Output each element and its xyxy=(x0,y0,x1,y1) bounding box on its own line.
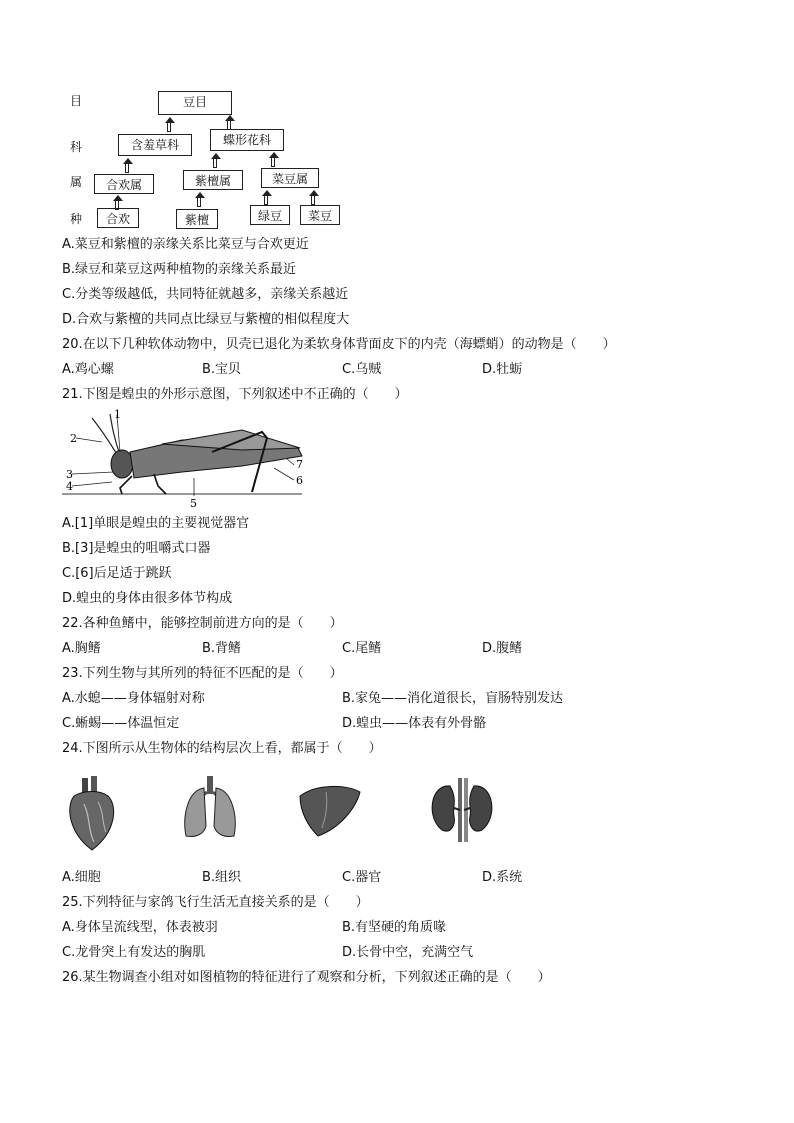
q25-option-d: D.长骨中空，充满空气 xyxy=(342,945,474,960)
q22-option-c: C.尾鳍 xyxy=(342,641,382,656)
species-box-pterocarpus: 紫檀 xyxy=(176,209,218,229)
q23-option-d: D.蝗虫——体表有外骨骼 xyxy=(342,716,487,731)
q23-option-c: C.蜥蜴——体温恒定 xyxy=(62,716,180,731)
q20-stem: 20.在以下几种软体动物中，贝壳已退化为柔软身体背面皮下的内壳（海螵蛸）的动物是（ ） xyxy=(62,337,616,352)
family-box-papilionaceae: 蝶形花科 xyxy=(210,129,284,151)
q19-option-b: B.绿豆和菜豆这两种植物的亲缘关系最近 xyxy=(62,262,297,277)
grasshopper-diagram xyxy=(62,408,312,512)
q22-option-b: B.背鳍 xyxy=(202,641,242,656)
label-3: 3 xyxy=(66,468,73,481)
q24-option-c: C.器官 xyxy=(342,870,382,885)
q19-option-d: D.合欢与紫檀的共同点比绿豆与紫檀的相似程度大 xyxy=(62,312,350,327)
genus-box-pterocarpus: 紫檀属 xyxy=(183,170,243,190)
q20-option-a: A.鸡心螺 xyxy=(62,362,114,377)
q21-option-d: D.蝗虫的身体由很多体节构成 xyxy=(62,591,233,606)
genus-box-phaseolus: 菜豆属 xyxy=(261,168,319,188)
label-4: 4 xyxy=(66,480,73,493)
q22-option-a: A.胸鳍 xyxy=(62,641,101,656)
arrow-up-icon xyxy=(263,190,271,205)
q20-option-c: C.乌贼 xyxy=(342,362,382,377)
arrow-up-icon xyxy=(226,115,234,130)
q25-option-b: B.有坚硬的角质喙 xyxy=(342,920,447,935)
arrow-up-icon xyxy=(270,152,278,167)
q22-option-d: D.腹鳍 xyxy=(482,641,523,656)
rank-genus-label: 属 xyxy=(70,175,83,189)
arrow-up-icon xyxy=(196,192,204,207)
middle-leg xyxy=(154,474,166,494)
label-6: 6 xyxy=(296,474,303,487)
q24-option-b: B.组织 xyxy=(202,870,242,885)
label-7: 7 xyxy=(296,458,303,471)
q19-option-a: A.菜豆和紫檀的亲缘关系比菜豆与合欢更近 xyxy=(62,237,309,252)
family-box-mimosaceae: 含羞草科 xyxy=(118,134,192,156)
arrow-up-icon xyxy=(124,158,132,173)
species-box-albizia: 合欢 xyxy=(97,208,139,228)
kidneys-icon xyxy=(424,778,500,842)
q24-option-a: A.细胞 xyxy=(62,870,101,885)
lungs-icon xyxy=(180,776,240,840)
q20-option-d: D.牡蛎 xyxy=(482,362,523,377)
q25-option-c: C.龙骨突上有发达的胸肌 xyxy=(62,945,206,960)
q25-stem: 25.下列特征与家鸽飞行生活无直接关系的是（ ） xyxy=(62,895,369,910)
q21-option-b: B.[3]是蝗虫的咀嚼式口器 xyxy=(62,541,211,556)
species-box-mung-bean: 绿豆 xyxy=(250,205,290,225)
q22-stem: 22.各种鱼鳍中，能够控制前进方向的是（ ） xyxy=(62,616,343,631)
q24-option-d: D.系统 xyxy=(482,870,523,885)
arrow-up-icon xyxy=(310,190,318,205)
q20-option-b: B.宝贝 xyxy=(202,362,242,377)
arrow-up-icon xyxy=(114,195,122,210)
liver-icon xyxy=(296,782,362,838)
front-leg xyxy=(120,476,132,494)
rank-species-label: 种 xyxy=(70,212,83,226)
label-1: 1 xyxy=(114,408,121,421)
q23-option-a: A.水螅——身体辐射对称 xyxy=(62,691,205,706)
q21-option-c: C.[6]后足适于跳跃 xyxy=(62,566,172,581)
q26-stem: 26.某生物调查小组对如图植物的特征进行了观察和分析，下列叙述正确的是（ ） xyxy=(62,970,551,985)
order-box: 豆目 xyxy=(158,91,232,115)
q23-stem: 23.下列生物与其所列的特征不匹配的是（ ） xyxy=(62,666,343,681)
genus-box-albizia: 合欢属 xyxy=(94,174,154,194)
arrow-up-icon xyxy=(166,117,174,132)
label-5: 5 xyxy=(190,497,197,510)
q24-stem: 24.下图所示从生物体的结构层次上看，都属于（ ） xyxy=(62,741,382,756)
heart-icon xyxy=(64,776,120,854)
q21-stem: 21.下图是蝗虫的外形示意图，下列叙述中不正确的（ ） xyxy=(62,387,408,402)
rank-order-label: 目 xyxy=(70,94,83,108)
species-box-kidney-bean: 菜豆 xyxy=(300,205,340,225)
arrow-up-icon xyxy=(212,153,220,168)
q21-option-a: A.[1]单眼是蝗虫的主要视觉器官 xyxy=(62,516,250,531)
q25-option-a: A.身体呈流线型，体表被羽 xyxy=(62,920,218,935)
q19-option-c: C.分类等级越低，共同特征就越多，亲缘关系越近 xyxy=(62,287,349,302)
grasshopper-head xyxy=(111,450,133,478)
label-2: 2 xyxy=(70,432,77,445)
rank-family-label: 科 xyxy=(70,140,83,154)
q23-option-b: B.家兔——消化道很长，盲肠特别发达 xyxy=(342,691,564,706)
